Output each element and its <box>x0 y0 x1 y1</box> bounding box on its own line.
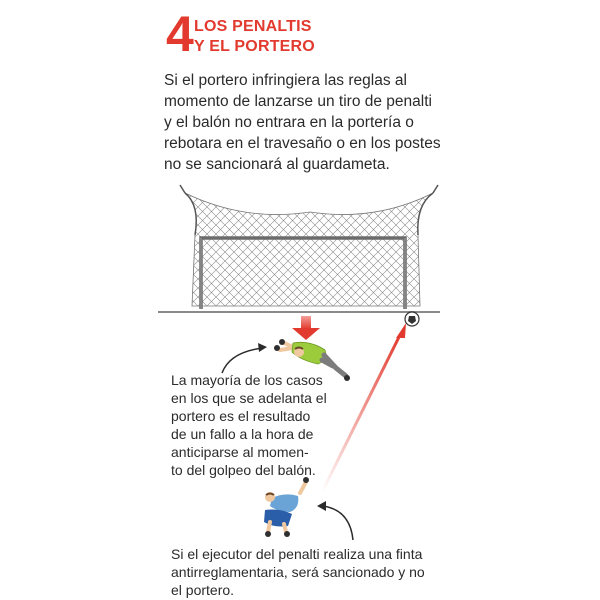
kicker-note <box>171 545 425 599</box>
title-line-1: LOS PENALTIS <box>194 18 312 35</box>
ball-trajectory-arrow <box>322 323 406 492</box>
note-line: antirreglamentaria, será sancionado y no <box>171 564 425 580</box>
intro-line: y el balón no entrara en la portería o <box>164 114 414 131</box>
note-line: anticiparse al momen- <box>171 444 309 460</box>
kicker-figure <box>264 477 309 537</box>
goal-net <box>180 185 438 306</box>
intro-line: Si el portero infringiera las reglas al <box>164 72 407 89</box>
intro-line: rebotara en el travesaño o en los postes <box>164 135 441 152</box>
note-line: portero es el resultado <box>171 408 311 424</box>
note-line: La mayoría de los casos <box>171 372 323 388</box>
note-line: Si el ejecutor del penalti realiza una finta <box>171 546 423 562</box>
pointer-arrow-kicker <box>317 501 353 540</box>
title-line-2: Y EL PORTERO <box>194 38 315 55</box>
note-line: en los que se adelanta el <box>171 390 327 406</box>
note-line: to del golpeo del balón. <box>171 462 316 478</box>
section-number: 4 <box>166 6 194 62</box>
note-line: de un fallo a la hora de <box>171 426 314 442</box>
pointer-arrow-goalkeeper <box>222 343 267 373</box>
soccer-ball-icon <box>405 312 419 326</box>
goalkeeper-note <box>171 371 327 479</box>
note-line: el portero. <box>171 582 235 598</box>
down-arrow-icon <box>292 316 320 340</box>
intro-line: no se sancionará al guardameta. <box>164 156 390 173</box>
intro-line: momento de lanzarse un tiro de penalti <box>164 93 432 110</box>
